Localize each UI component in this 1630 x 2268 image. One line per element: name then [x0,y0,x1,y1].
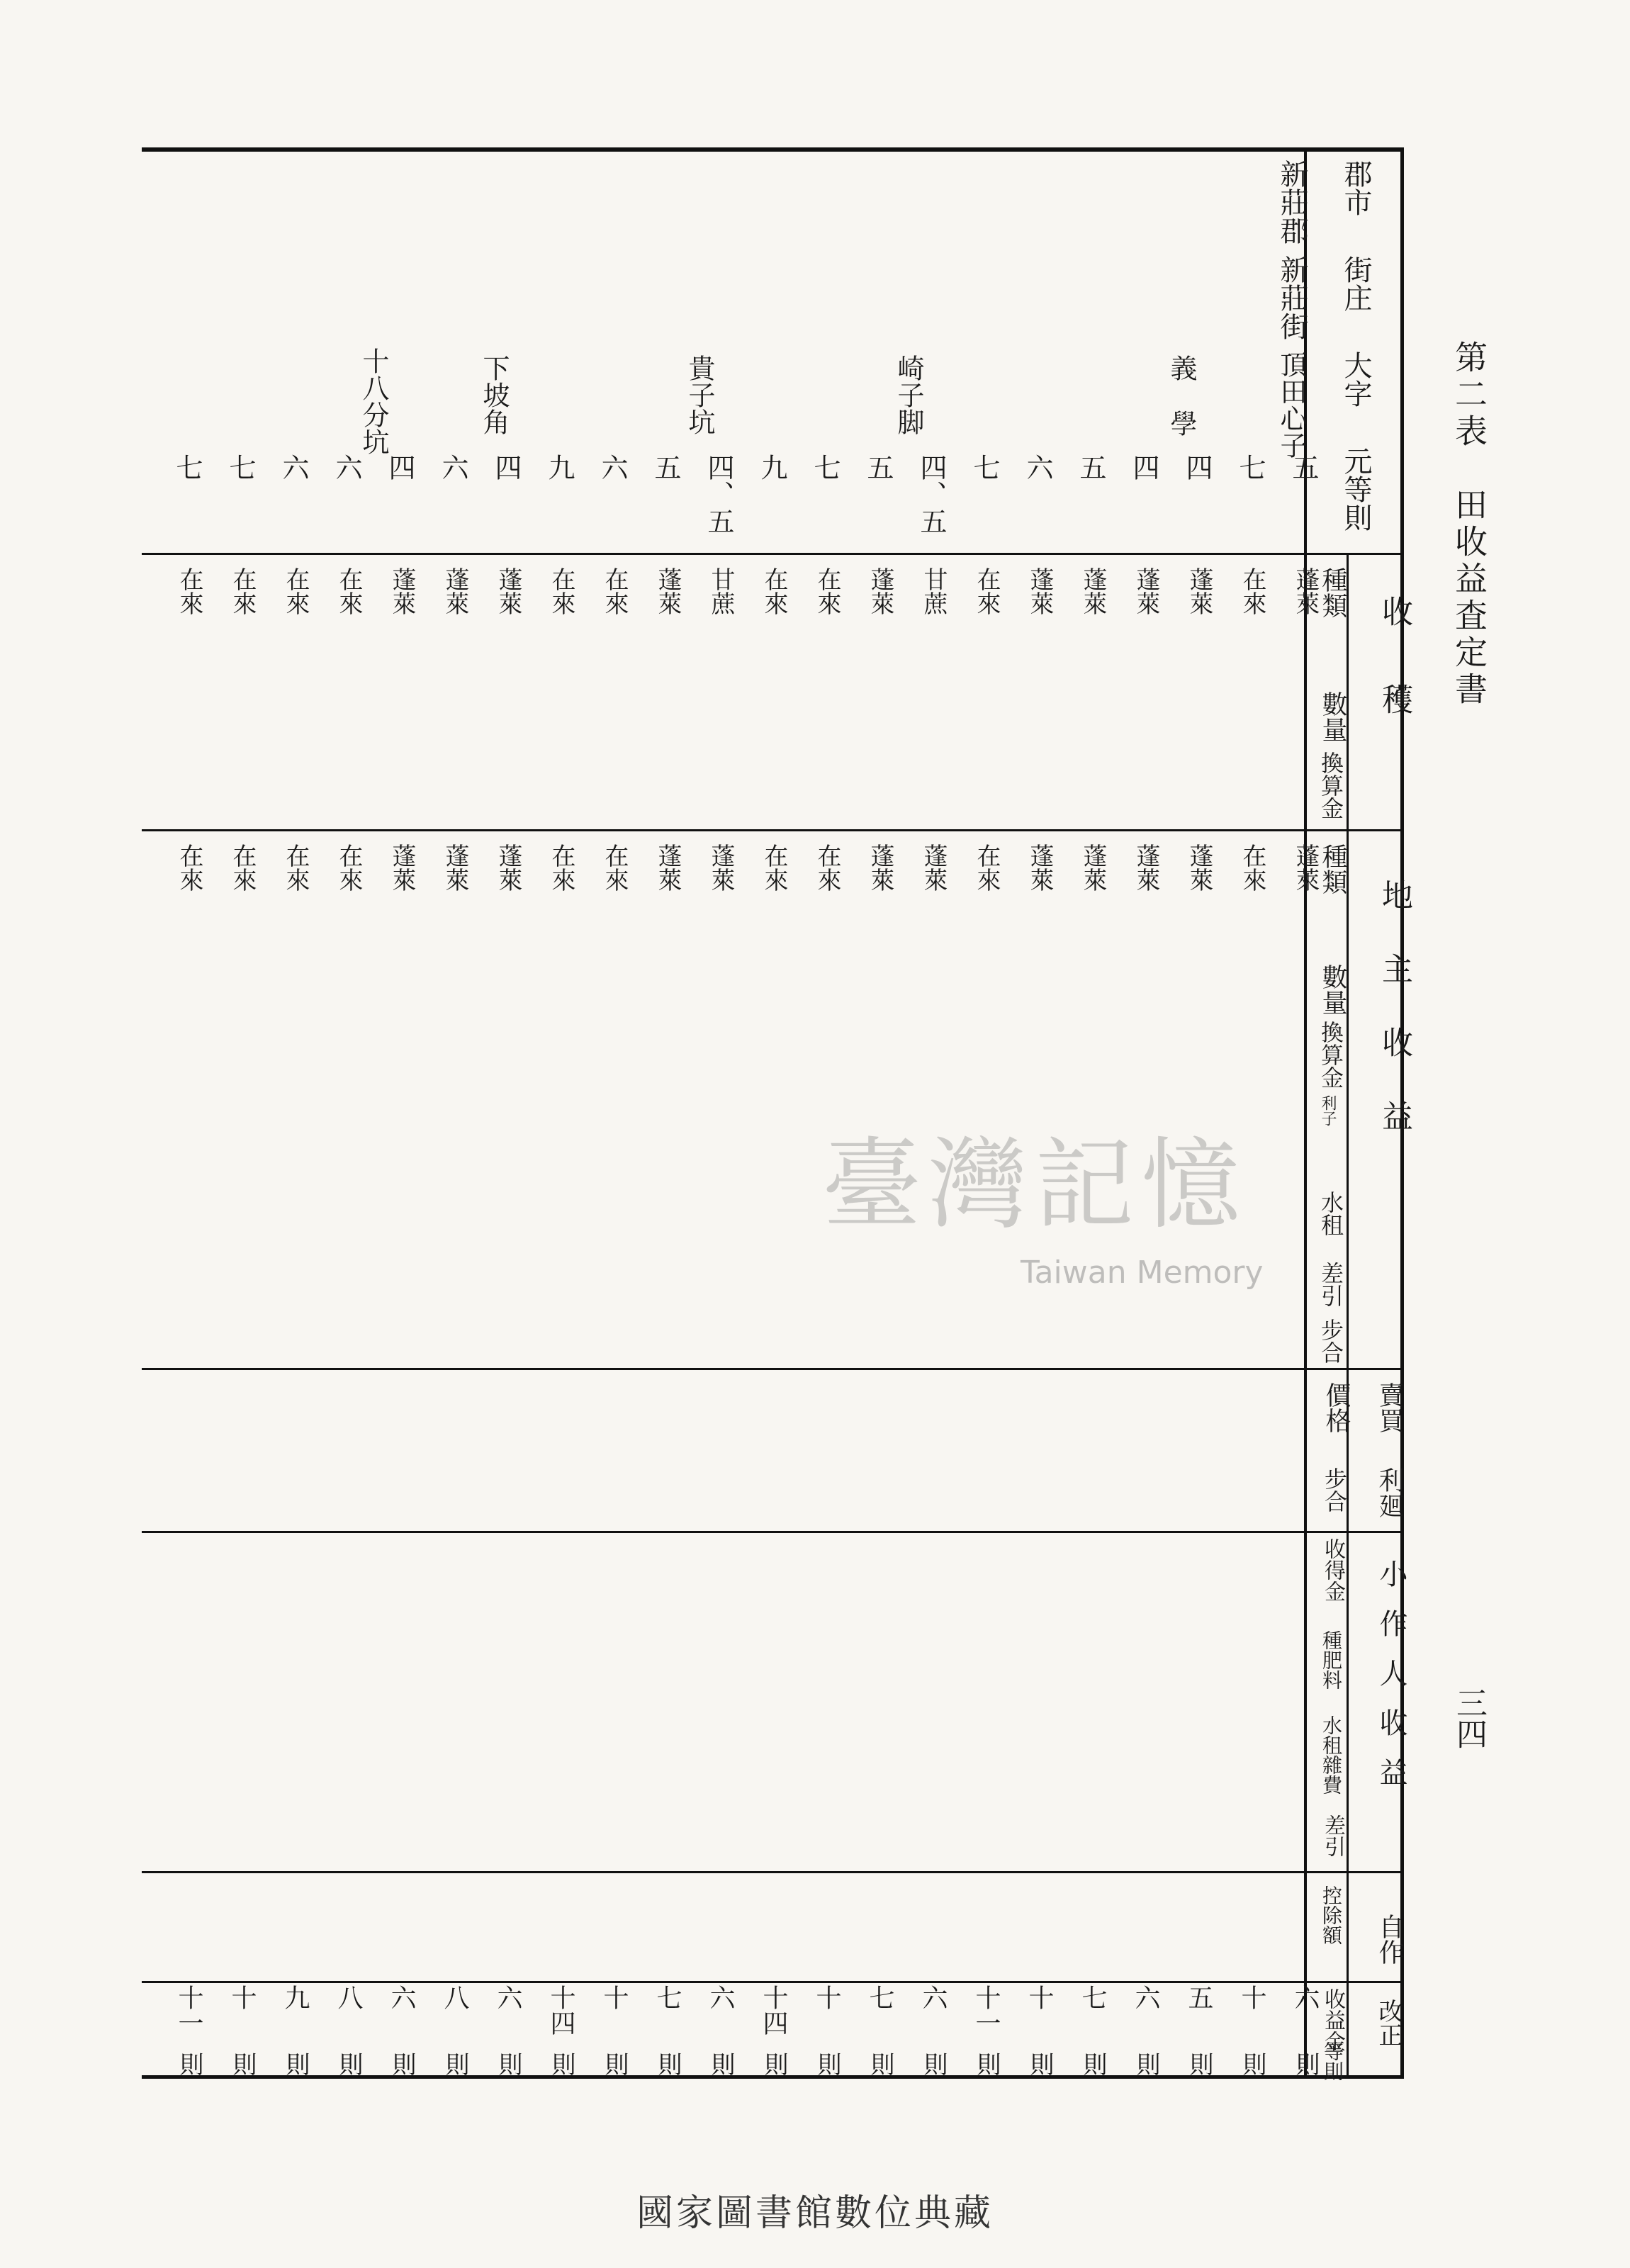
village-label: 義學 [1166,354,1197,465]
cell-grade-unit: 則 [388,2052,416,2076]
cell-dizhu-type: 在來 [281,843,310,892]
cell-dizhu-type: 蓬萊 [1291,843,1320,892]
cell-yuandeng: 四、五 [703,454,734,534]
cell-yuandeng: 四 [384,454,415,481]
cell-new-grade: 十 [1237,1984,1266,2010]
cell-shou-type: 在來 [281,567,310,615]
hdr-dz-huansuan: 換算金 [1317,1021,1344,1089]
cell-yuandeng: 七 [969,454,1000,481]
side-title: 第二表 田收益査定書 [1450,340,1488,709]
cell-yuandeng: 九 [756,454,787,481]
cell-new-grade: 七 [653,1984,682,2010]
cell-grade-unit: 則 [600,2052,629,2076]
cell-shou-type: 在來 [600,567,629,615]
cell-dizhu-type: 在來 [600,843,629,892]
hdr-dazi: 大字 [1339,351,1372,408]
cell-shou-type: 在來 [972,567,1001,615]
hdr-dizhu: 地主收益 [1376,879,1412,1174]
cell-dizhu-type: 蓬萊 [388,843,416,892]
cell-shou-type: 在來 [1238,567,1266,615]
hdr-shou-shuliang: 數量 [1318,691,1347,742]
cell-grade-unit: 則 [1291,2052,1320,2076]
hdr-dz-buhe: 步合 [1317,1318,1344,1364]
cell-yuandeng: 四 [1128,454,1159,481]
cell-yuandeng: 四、五 [916,454,947,534]
cell-dizhu-type: 蓬萊 [494,843,522,892]
cell-shou-type: 在來 [335,567,363,615]
cell-new-grade: 六 [1291,1984,1320,2010]
cell-shou-type: 蓬萊 [866,567,894,615]
village-label: 貴子坑 [684,354,715,435]
cell-shou-type: 在來 [175,567,203,615]
cell-grade-unit: 則 [1079,2052,1107,2076]
cell-yuandeng: 六 [1022,454,1053,481]
cell-grade-unit: 則 [813,2052,841,2076]
hdr-xz-shoude: 收得金 [1320,1538,1345,1602]
watermark: 臺灣記憶 [822,1128,1248,1243]
caption: 國家圖書館數位典藏 [636,2192,994,2235]
cell-yuandeng: 五 [1288,454,1319,481]
cell-shou-type: 蓬萊 [653,567,682,615]
cell-dizhu-type: 蓬萊 [1079,843,1107,892]
hdr-gaizheng: 改正 [1374,1999,1403,2047]
cell-yuandeng: 九 [544,454,575,481]
cell-new-grade: 十 [812,1984,841,2010]
cell-grade-unit: 則 [866,2052,894,2076]
cell-grade-unit: 則 [1185,2052,1213,2076]
cell-new-grade: 七 [1078,1984,1107,2010]
cell-yuandeng: 六 [278,454,309,481]
cell-new-grade: 十 [1025,1984,1054,2010]
cell-dizhu-type: 在來 [228,843,257,892]
hdr-xiaozuo: 小作人收益 [1375,1559,1407,1807]
hdr-shou-zhonglei: 種類 [1318,567,1347,618]
hdr-maimai: 賣買 [1375,1382,1404,1433]
hdr-dz-zhonglei: 種類 [1318,843,1347,894]
cell-grade-unit: 則 [760,2052,788,2076]
cell-dizhu-type: 在來 [813,843,841,892]
cell-new-grade: 六 [706,1984,735,2010]
hdr-jiezhuang: 街庄 [1339,255,1372,312]
cell-grade-unit: 則 [281,2052,310,2076]
cell-new-grade: 八 [334,1984,363,2010]
row-sep-6 [142,1981,1403,1983]
cell-shou-type: 在來 [228,567,257,615]
cell-grade-unit: 則 [228,2052,257,2076]
cell-new-grade: 六 [1131,1984,1160,2010]
cell-shou-type: 甘蔗 [707,567,735,615]
cell-shou-type: 蓬萊 [441,567,469,615]
hdr-xz-shuizu: 水租雜費 [1320,1715,1343,1795]
hdr-yuandeng: 元等則 [1339,447,1372,532]
cell-dizhu-type: 蓬萊 [1132,843,1160,892]
row-sep-4 [142,1531,1403,1533]
cell-shou-type: 在來 [813,567,841,615]
cell-new-grade: 十一 [972,1984,1001,2036]
cell-new-grade: 六 [918,1984,948,2010]
cell-yuandeng: 六 [597,454,628,481]
cell-dizhu-type: 在來 [760,843,788,892]
hdr-dz-chayin: 差引 [1317,1262,1344,1307]
cell-dizhu-type: 蓬萊 [707,843,735,892]
hdr-zizuo: 自作 [1375,1914,1404,1965]
cell-shou-type: 在來 [760,567,788,615]
hdr-kongchu: 控除額 [1320,1885,1343,1945]
cell-yuandeng: 四 [490,454,522,481]
hdr-xz-zhongfei: 種肥料 [1320,1630,1343,1690]
cell-new-grade: 十 [227,1984,257,2010]
village-label: 十八分坑 [358,347,389,455]
cell-grade-unit: 則 [547,2052,575,2076]
row-sep-3 [142,1368,1403,1370]
cell-yuandeng: 五 [650,454,681,481]
district-gun: 新莊郡 [1276,159,1308,245]
page-number: 三四 [1451,1687,1487,1749]
cell-grade-unit: 則 [653,2052,682,2076]
cell-grade-unit: 則 [494,2052,522,2076]
cell-grade-unit: 則 [972,2052,1001,2076]
cell-shou-type: 蓬萊 [388,567,416,615]
cell-dizhu-type: 在來 [547,843,575,892]
district-jie: 新莊街 [1276,255,1308,340]
cell-shou-type: 在來 [547,567,575,615]
cell-shou-type: 蓬萊 [1025,567,1054,615]
cell-new-grade: 六 [387,1984,416,2010]
cell-new-grade: 八 [440,1984,469,2010]
cell-yuandeng: 七 [172,454,203,481]
cell-grade-unit: 則 [175,2052,203,2076]
cell-new-grade: 十 [600,1984,629,2010]
cell-new-grade: 十四 [546,1984,575,2036]
cell-shou-type: 蓬萊 [1079,567,1107,615]
hdr-gunshi: 郡市 [1339,159,1372,216]
village-label: 頂田心子 [1276,351,1307,459]
cell-new-grade: 九 [281,1984,310,2010]
cell-yuandeng: 六 [437,454,468,481]
cell-grade-unit: 則 [441,2052,469,2076]
hdr-shouhuo: 收穫 [1376,595,1412,771]
row-sep-2 [142,829,1403,831]
cell-new-grade: 六 [493,1984,522,2010]
top-rule [142,147,1403,152]
hdr-dengze: 等則 [1321,2041,1344,2081]
cell-new-grade: 十四 [759,1984,788,2036]
cell-new-grade: 十一 [174,1984,203,2036]
hdr-lihui: 利廻 [1375,1467,1404,1518]
cell-dizhu-type: 在來 [335,843,363,892]
cell-yuandeng: 五 [1075,454,1106,481]
cell-yuandeng: 四 [1181,454,1213,481]
cell-dizhu-type: 蓬萊 [1025,843,1054,892]
cell-yuandeng: 七 [225,454,256,481]
cell-grade-unit: 則 [335,2052,363,2076]
cell-dizhu-type: 在來 [1238,843,1266,892]
cell-dizhu-type: 在來 [972,843,1001,892]
cell-yuandeng: 六 [331,454,362,481]
cell-yuandeng: 五 [862,454,894,481]
cell-dizhu-type: 蓬萊 [1185,843,1213,892]
hdr-jiage: 價格 [1322,1382,1351,1433]
row-sep-5 [142,1871,1403,1873]
cell-grade-unit: 則 [707,2052,735,2076]
cell-grade-unit: 則 [1025,2052,1054,2076]
cell-shou-type: 蓬萊 [1185,567,1213,615]
cell-dizhu-type: 蓬萊 [653,843,682,892]
cell-shou-type: 蓬萊 [1291,567,1320,615]
cell-grade-unit: 則 [919,2052,948,2076]
village-label: 下坡角 [478,354,510,435]
cell-shou-type: 蓬萊 [1132,567,1160,615]
cell-new-grade: 五 [1184,1984,1213,2010]
village-label: 崎子脚 [893,354,924,435]
cell-dizhu-type: 蓬萊 [441,843,469,892]
cell-yuandeng: 七 [809,454,841,481]
cell-grade-unit: 則 [1238,2052,1266,2076]
hdr-dz-lixi: 利子 [1319,1095,1337,1126]
cell-new-grade: 七 [865,1984,894,2010]
hdr-dz-shuizu: 水租 [1317,1191,1344,1236]
cell-dizhu-type: 蓬萊 [919,843,948,892]
cell-grade-unit: 則 [1132,2052,1160,2076]
cell-shou-type: 甘蔗 [919,567,948,615]
hdr-shou-huansuan: 換算金 [1317,751,1344,819]
cell-yuandeng: 七 [1235,454,1266,481]
hdr-lh-buhe: 步合 [1321,1467,1348,1512]
cell-dizhu-type: 在來 [175,843,203,892]
cell-shou-type: 蓬萊 [494,567,522,615]
hdr-xz-chayin: 差引 [1320,1814,1345,1857]
row-sep-1 [142,553,1403,555]
hdr-dz-shuliang: 數量 [1318,964,1347,1015]
watermark-en: Taiwan Memory [1021,1254,1264,1291]
hdr-shouyi: 收益金 [1320,1988,1345,2052]
cell-dizhu-type: 蓬萊 [866,843,894,892]
